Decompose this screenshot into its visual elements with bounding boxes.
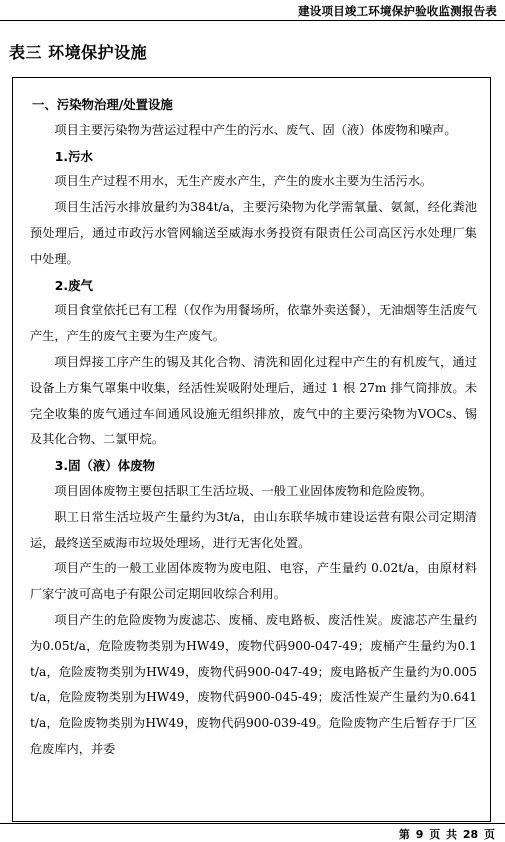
report-title: 建设项目竣工环境保护验收监测报告表 [298, 4, 497, 18]
paragraph-solid-waste-1: 项目固体废物主要包括职工生活垃圾、一般工业固体废物和危险废物。 [54, 483, 433, 498]
paragraph-solid-waste-3: 项目产生的一般工业固体废物为废电阻、电容，产生量约 0.02t/a，由原材料厂家宁波可高电子有限公司定期回收综合利用。 [30, 561, 477, 602]
page-number: 第 9 页 共 28 页 [398, 828, 495, 841]
section-title: 表三 环境保护设施 [9, 43, 148, 62]
paragraph-wastewater-2: 项目生活污水排放量约为384t/a，主要污染物为化学需氧量、氨氮，经化粪池预处理后，通过市政污水管网输送至威海水务投资有限责任公司高区污水处理厂集中处理。 [30, 200, 477, 266]
heading-pollution-treatment: 一、污染物治理/处置设施 [32, 97, 173, 112]
paragraph-solid-waste-4: 项目产生的危险废物为废滤芯、废桶、废电路板、废活性炭。废滤芯产生量约为0.05t/a，危险废物类别为HW49，废物代码900-047-49；废桶产生量约为0.1t/a，危险废物类别为HW49，废物代码900-047-49；废电路板产生量约为0.005t/a，危险废物类别为HW49，废物代码900-045-49；废活性炭产生量约为0.641t/a，危险废物类别为HW49，废物代码900-039-49。危险废物产生后暂存于厂区危废库内，并委 [30, 612, 477, 756]
paragraph-exhaust-gas-2: 项目焊接工序产生的锡及其化合物、清洗和固化过程中产生的有机废气，通过设备上方集气罩集中收集，经活性炭吸附处理后，通过 1 根 27m 排气筒排放。未完全收集的废气通过车间通风设施无组织排放，废气中的主要污染物为VOCs、锡及其化合物、二氯甲烷。 [30, 354, 477, 447]
content-box [12, 77, 491, 822]
paragraph-exhaust-gas-1: 项目食堂依托已有工程（仅作为用餐场所，依靠外卖送餐），无油烟等生活废气产生，产生的废气主要为生产废气。 [30, 303, 477, 344]
subheading-wastewater: 1.污水 [54, 148, 93, 164]
content-body [30, 92, 477, 763]
page-footer [0, 823, 505, 842]
subheading-exhaust-gas: 2.废气 [54, 277, 93, 293]
paragraph-intro: 项目主要污染物为营运过程中产生的污水、废气、固（液）体废物和噪声。 [54, 122, 457, 137]
page-header [0, 0, 505, 21]
paragraph-solid-waste-2: 职工日常生活垃圾产生量约为3t/a，由山东联华城市建设运营有限公司定期清运，最终送至威海市垃圾处理场，进行无害化处置。 [30, 509, 477, 550]
paragraph-wastewater-1: 项目生产过程不用水，无生产废水产生，产生的废水主要为生活污水。 [54, 174, 433, 189]
subheading-solid-waste: 3.固（液）体废物 [54, 458, 155, 474]
